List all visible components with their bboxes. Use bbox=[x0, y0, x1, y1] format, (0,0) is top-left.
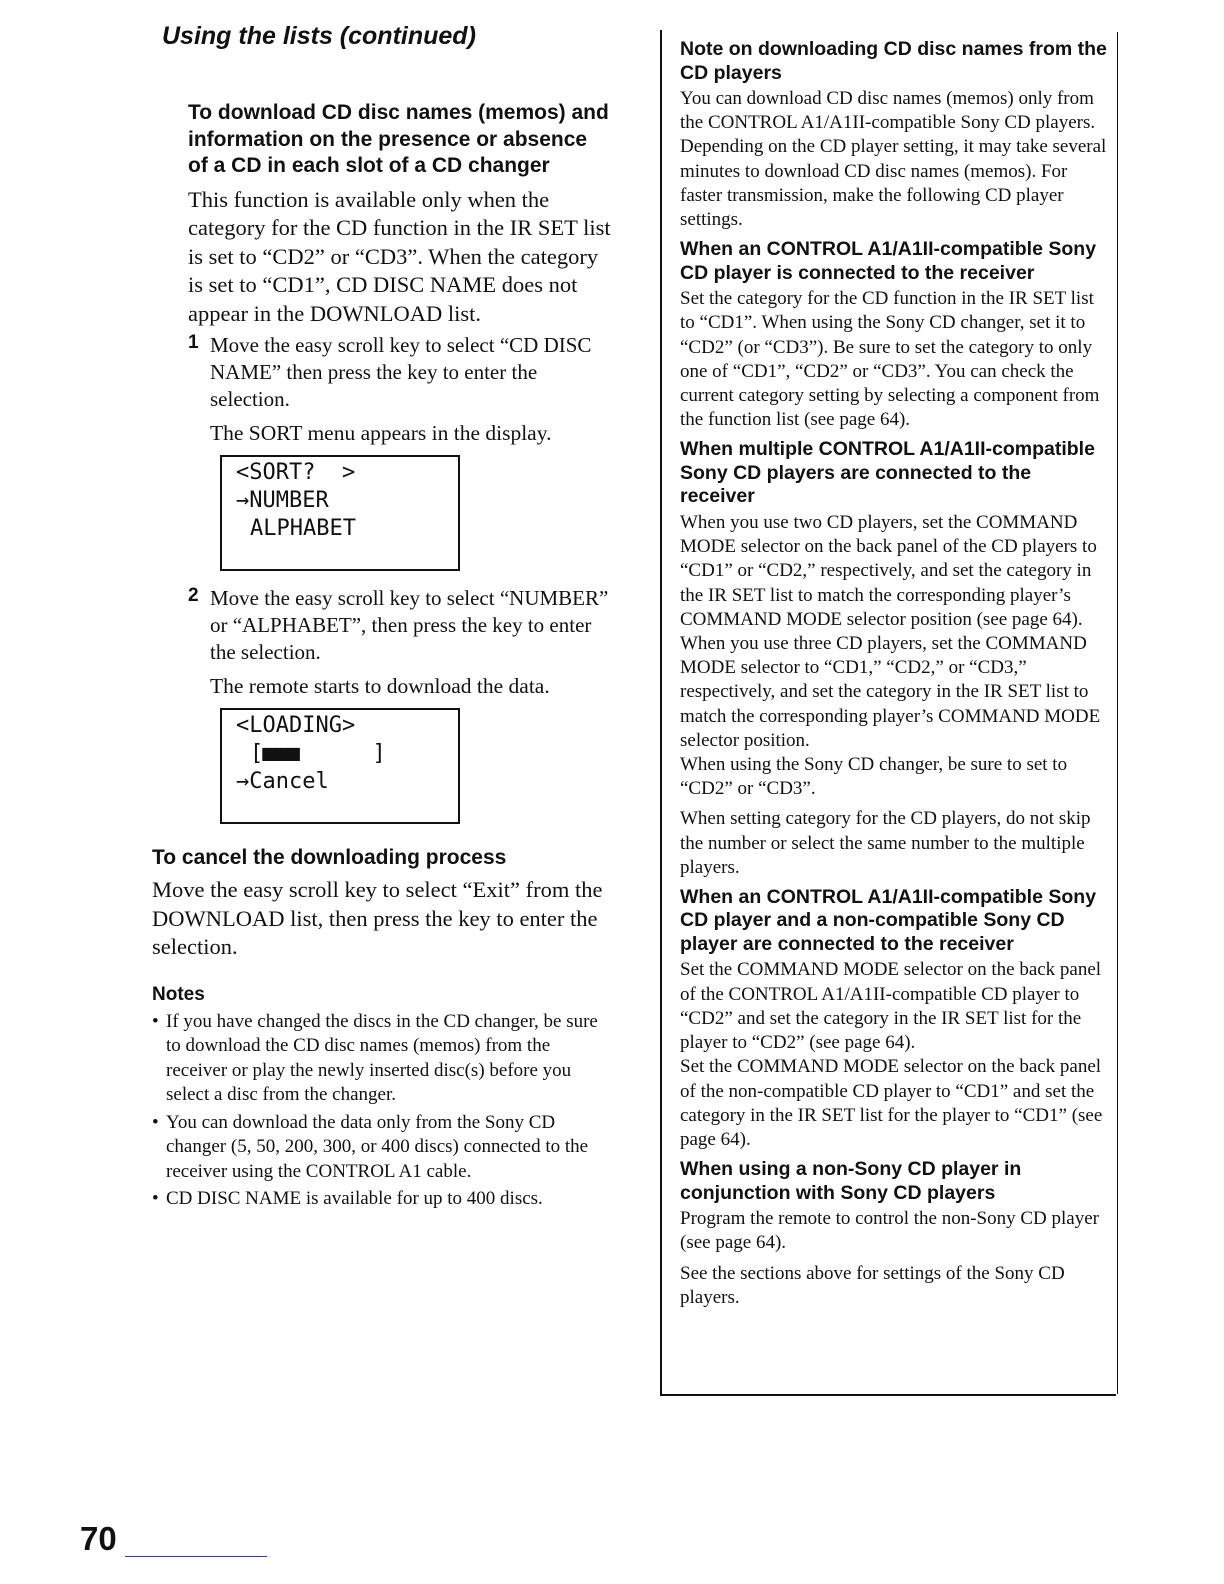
cancel-text: Move the easy scroll key to select “Exit” from the DOWNLOAD list, then press the key to enter the selection. bbox=[152, 877, 603, 959]
note-heading: When an CONTROL A1/A1II-compatible Sony CD player and a non-compatible Sony CD player are connected to the receiver bbox=[680, 885, 1097, 955]
display-line: ALPHABET bbox=[250, 516, 356, 541]
note-box bbox=[660, 30, 1116, 1396]
note-item: • You can download the data only from the Sony CD changer (5, 50, 200, 300, or 400 discs) connected to the receiver using the CONTROL A1 cable. bbox=[152, 1111, 612, 1185]
note-heading: When multiple CONTROL A1/A1II-compatible Sony CD players are connected to the receiver bbox=[680, 438, 1095, 508]
step-2 bbox=[188, 585, 612, 824]
step-text: Move the easy scroll key to select “NUMBER” or “ALPHABET”, then press the key to enter the selection. bbox=[210, 586, 609, 664]
note-paragraph: Program the remote to control the non-Sony CD player (see page 64). bbox=[680, 1208, 1099, 1254]
note-paragraph: See the sections above for settings of the Sony CD players. bbox=[680, 1262, 1065, 1308]
note-paragraph: When you use two CD players, set the COMMAND MODE selector on the back panel of the CD players to “CD1” or “CD2,” respectively, and set the category in the IR SET list to match the corresponding player’s COMMAND MODE selector position (see page 64). When you use three CD players, set the COMMAND MODE selector to “CD1,” “CD2,” or “CD3,” respectively, and set the category in the IR SET list to match the corresponding player’s COMMAND MODE selector position. bbox=[680, 511, 1101, 751]
note-paragraph: You can download CD disc names (memos) only from the CONTROL A1/A1II-compatible Sony CD players. Depending on the CD player setting, it may take several minutes to download CD disc names (memos). For faster transmission, make the following CD player settings. bbox=[680, 88, 1107, 231]
note-paragraph: Set the category for the CD function in the IR SET list to “CD1”. When using the Sony CD changer, set it to “CD2” (or “CD3”). Be sure to set the category to only one of “CD1”, “CD2” or “CD3”. You can check the current category setting by selecting a component from the function list (see page 64). bbox=[680, 288, 1100, 431]
display-line: →Cancel bbox=[236, 769, 329, 794]
note-section bbox=[680, 886, 1108, 1152]
display-line: →NUMBER bbox=[236, 488, 329, 513]
note-paragraph: Set the COMMAND MODE selector on the back panel of the non-compatible CD player to “CD1” and set the category in the IR SET list for the player to “CD1” (see page 64). bbox=[680, 1056, 1103, 1150]
step-result: The remote starts to download the data. bbox=[210, 674, 550, 698]
cancel-heading: To cancel the downloading process bbox=[152, 846, 507, 869]
sort-display bbox=[220, 455, 460, 571]
left-column bbox=[152, 100, 612, 1215]
note-heading: When an CONTROL A1/A1II-compatible Sony CD player is connected to the receiver bbox=[680, 238, 1097, 284]
note-section bbox=[680, 38, 1108, 232]
download-section bbox=[188, 100, 612, 824]
download-heading: To download CD disc names (memos) and information on the presence or absence of a CD in each slot of a CD changer bbox=[188, 101, 609, 177]
step-number: 2 bbox=[188, 585, 199, 606]
note-section bbox=[680, 238, 1108, 432]
download-intro: This function is available only when the category for the CD function in the IR SET list is set to “CD2” or “CD3”. When the category is set to “CD1”, CD DISC NAME does not appear in the DOWNLOAD list. bbox=[188, 186, 611, 326]
page-number: 70 bbox=[80, 1520, 117, 1557]
note-heading: When using a non-Sony CD player in conjunction with Sony CD players bbox=[680, 1158, 1022, 1204]
running-head: Using the lists (continued) bbox=[162, 22, 476, 50]
note-paragraph: Set the COMMAND MODE selector on the back panel of the CONTROL A1/A1II-compatible CD player to “CD2” and set the category in the IR SET list for the player to “CD2” (see page 64). bbox=[680, 959, 1102, 1054]
note-paragraph: When setting category for the CD players, do not skip the number or select the same number to the multiple players. bbox=[680, 808, 1091, 878]
loading-display bbox=[220, 708, 460, 824]
display-line: <SORT? > bbox=[236, 460, 356, 485]
step-1 bbox=[188, 332, 612, 571]
notes-heading: Notes bbox=[152, 983, 205, 1005]
progress-line: [■■■ ] bbox=[250, 741, 385, 766]
note-item: • If you have changed the discs in the CD changer, be sure to download the CD disc names (memos) from the receiver or play the newly inserted disc(s) before you select a disc from the changer. bbox=[152, 1010, 612, 1108]
page-rule bbox=[125, 1556, 267, 1557]
note-item: • CD DISC NAME is available for up to 400 discs. bbox=[152, 1187, 612, 1212]
note-heading: Note on downloading CD disc names from the CD players bbox=[680, 38, 1107, 84]
step-number: 1 bbox=[188, 332, 199, 353]
note-section bbox=[680, 1158, 1108, 1310]
step-result: The SORT menu appears in the display. bbox=[210, 421, 552, 445]
step-text: Move the easy scroll key to select “CD DISC NAME” then press the key to enter the selection. bbox=[210, 333, 592, 411]
notes-list bbox=[152, 1010, 612, 1212]
display-line: <LOADING> bbox=[236, 713, 356, 738]
note-section bbox=[680, 438, 1108, 880]
note-paragraph: When using the Sony CD changer, be sure to set to “CD2” or “CD3”. bbox=[680, 753, 1068, 800]
